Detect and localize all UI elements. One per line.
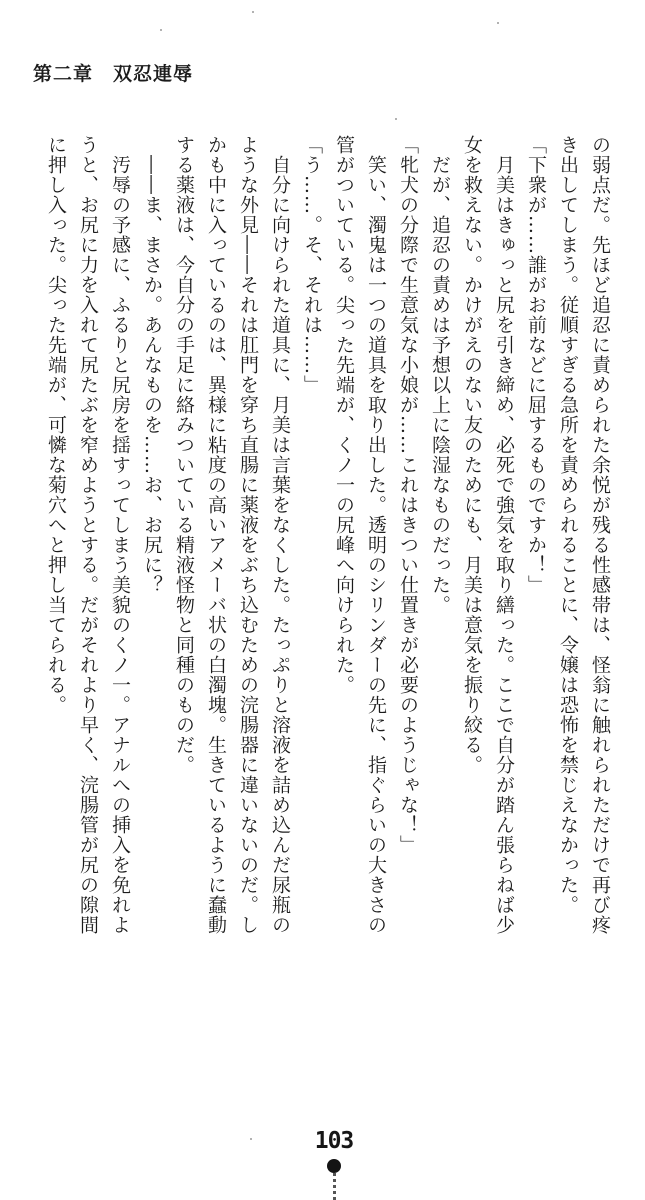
ink-speck [250, 1138, 252, 1140]
text-column: に押し入った。尖った先端が、可憐な菊穴へと押し当てられる。 [45, 135, 67, 715]
page-number: 103 [314, 1128, 354, 1154]
text-column: 管がついている。尖った先端が、くノ一の尻峰へ向けられた。 [333, 135, 355, 695]
text-column: だが、追忍の責めは予想以上に陰湿なものだった。 [429, 155, 451, 615]
text-column: かも中に入っているのは、異様に粘度の高いアメーバ状の白濁塊。生きているように蠢動 [205, 135, 227, 935]
text-column: 月美はきゅっと尻を引き締め、必死で強気を取り繕った。ここで自分が踏ん張らねば少 [493, 155, 515, 935]
text-column: ような外見――それは肛門を穿ち直腸に薬液をぶち込むための浣腸器に違いないのだ。し [237, 135, 259, 935]
text-column: 「う……。そ、それは……」 [301, 135, 323, 395]
text-column: 笑い、濁鬼は一つの道具を取り出した。透明のシリンダーの先に、指ぐらいの大きさの [365, 155, 387, 935]
text-column: 「牝犬の分際で生意気な小娘が……これはきつい仕置きが必要のようじゃな！」 [397, 135, 419, 855]
page-ornament-line [333, 1173, 336, 1200]
text-column: 自分に向けられた道具に、月美は言葉をなくした。たっぷりと溶液を詰め込んだ尿瓶の [269, 155, 291, 935]
text-column: 汚辱の予感に、ふるりと尻房を揺すってしまう美貌のくノ一。アナルへの挿入を免れよ [109, 155, 131, 935]
text-column: 「下衆が……誰がお前などに屈するものですか！」 [525, 135, 547, 595]
text-column: き出してしまう。従順すぎる急所を責められることに、令嬢は恐怖を禁じえなかった。 [557, 135, 579, 915]
ink-speck [395, 118, 397, 120]
text-column: うと、お尻に力を入れて尻たぶを窄めようとする。だがそれより早く、浣腸管が尻の隙間 [77, 135, 99, 935]
text-column: の弱点だ。先ほど追忍に責められた余悦が残る性感帯は、怪翁に触れられただけで再び疼 [589, 135, 611, 935]
chapter-header: 第二章 双忍連辱 [33, 63, 194, 85]
ink-speck [497, 22, 499, 24]
text-column: ――ま、まさか。あんなものを……お、お尻に？ [141, 155, 163, 595]
text-column: する薬液は、今自分の手足に絡みついている精液怪物と同種のものだ。 [173, 135, 195, 775]
ink-speck [252, 11, 254, 13]
ink-speck [160, 29, 162, 31]
body-text [40, 135, 616, 1085]
page-ornament-dot-icon [327, 1159, 341, 1173]
text-column: 女を救えない。かけがえのない友のためにも、月美は意気を振り絞る。 [461, 135, 483, 775]
